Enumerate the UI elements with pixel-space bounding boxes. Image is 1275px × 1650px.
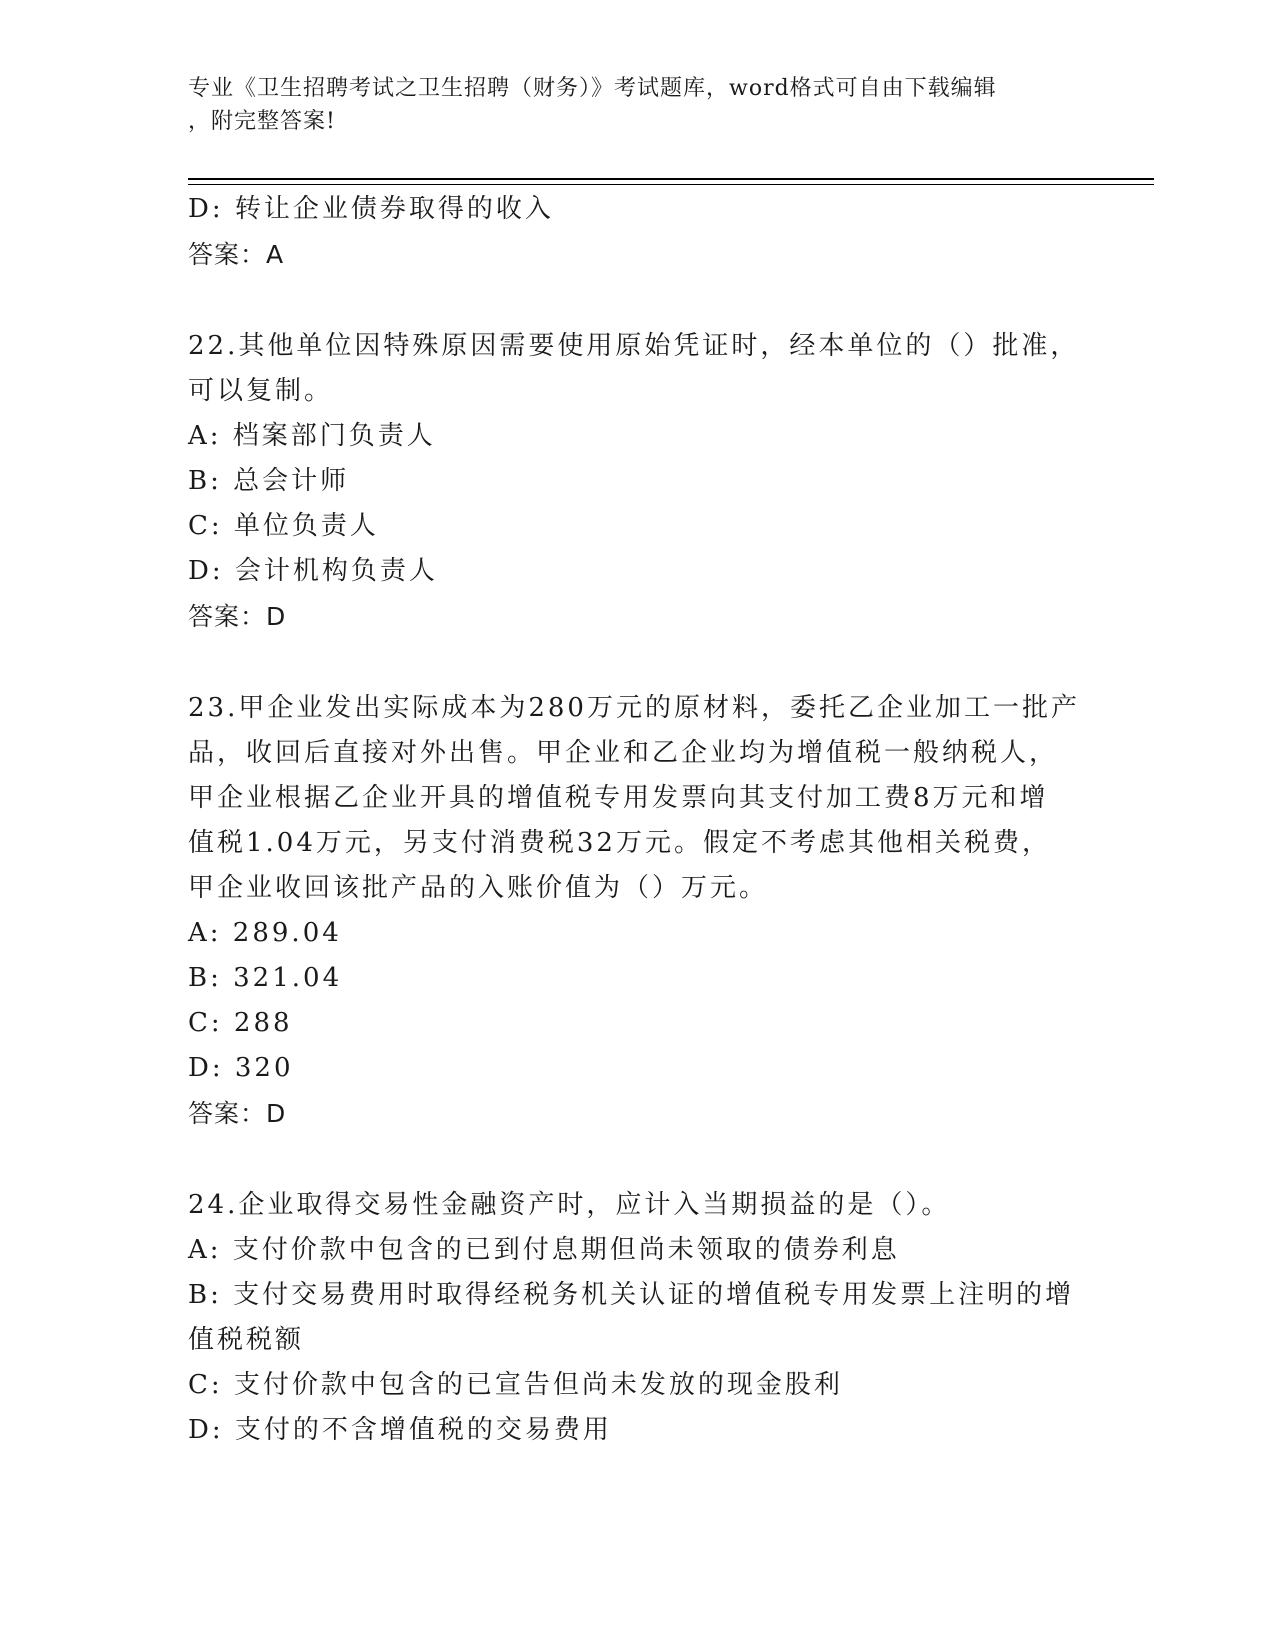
question-stem-line: 23.甲企业发出实际成本为280万元的原材料，委托乙企业加工一批产 [188,693,1080,723]
option-d: D: 会计机构负责人 [188,556,438,586]
question-spacer [188,277,1088,324]
option-b: B: 321.04 [188,963,343,993]
question-stem-line: 可以复制。 [188,376,334,406]
question-23 [188,686,1088,1136]
option-b: B: 支付交易费用时取得经税务机关认证的增值税专用发票上注明的增 [188,1280,1075,1310]
option-d: D: 转让企业债券取得的收入 [188,194,554,224]
option-a: A: 档案部门负责人 [188,421,436,451]
option-b: B: 总会计师 [188,466,350,496]
question-spacer [188,1136,1088,1183]
option-c: C: 单位负责人 [188,511,379,541]
question-stem-line: 值税1.04万元，另支付消费税32万元。假定不考虑其他相关税费， [188,828,1051,858]
question-stem-line: 22.其他单位因特殊原因需要使用原始凭证时，经本单位的（）批准， [188,331,1080,361]
question-spacer [188,639,1088,686]
header-line-2: ，附完整答案! [188,109,336,134]
option-d: D: 支付的不含增值税的交易费用 [188,1415,612,1445]
option-c: C: 支付价款中包含的已宣告但尚未发放的现金股利 [188,1370,843,1400]
question-stem-line: 甲企业收回该批产品的入账价值为（）万元。 [188,873,769,903]
option-a: A: 289.04 [188,918,342,948]
header-divider-thin [188,184,1154,185]
question-list [188,187,1088,1453]
header-divider-thick [188,178,1154,180]
option-d: D: 320 [188,1053,294,1083]
answer-line: 答案：D [188,1099,287,1128]
document-header [188,72,1068,138]
question-22 [188,324,1088,639]
question-24 [188,1183,1088,1453]
header-line-1: 专业《卫生招聘考试之卫生招聘（财务）》考试题库，word格式可自由下载编辑 [188,76,997,101]
answer-line: 答案：D [188,602,287,631]
question-stem-line: 24.企业取得交易性金融资产时，应计入当期损益的是（）。 [188,1190,951,1220]
previous-question-tail [188,187,1088,277]
option-c: C: 288 [188,1008,293,1038]
option-b-continued: 值税税额 [188,1325,305,1355]
question-stem-line: 品，收回后直接对外出售。甲企业和乙企业均为增值税一般纳税人， [188,738,1059,768]
answer-line: 答案：A [188,240,285,269]
question-stem-line: 甲企业根据乙企业开具的增值税专用发票向其支付加工费8万元和增 [188,783,1049,813]
option-a: A: 支付价款中包含的已到付息期但尚未领取的债券利息 [188,1235,900,1265]
